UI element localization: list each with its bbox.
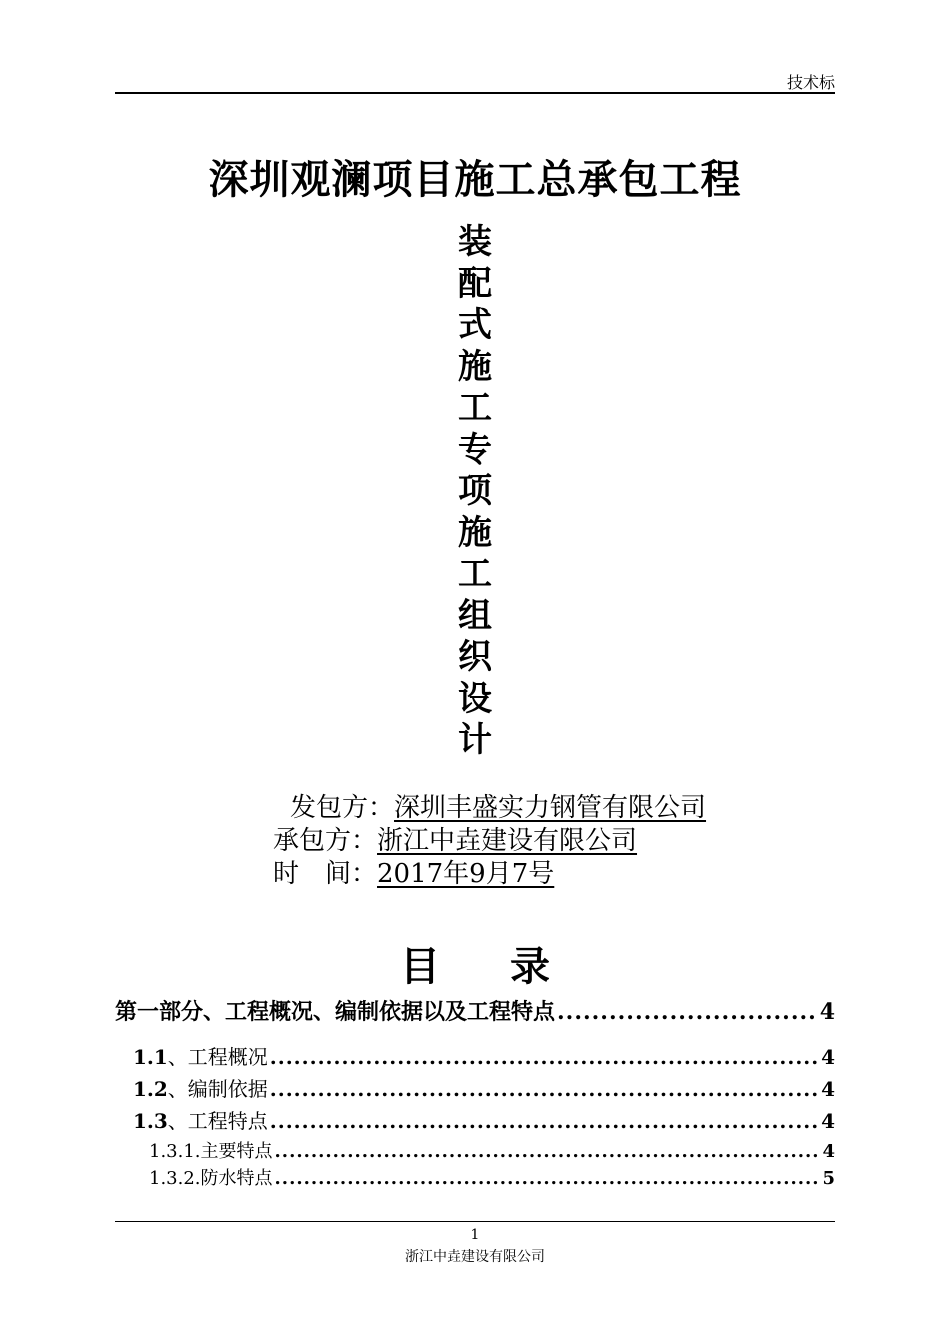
toc-entry-number: 1.3 [133,1109,168,1133]
toc-title-part1: 目 [400,943,440,990]
toc-entry[interactable] [149,1164,835,1190]
subtitle-char: 装 [458,222,492,262]
footer-company: 浙江中垚建设有限公司 [405,1249,545,1265]
page-number: 1 [470,1227,480,1243]
document-title: 深圳观澜项目施工总承包工程 [208,156,742,203]
footer-rule [115,1221,835,1222]
subtitle-char: 织 [458,637,492,677]
toc-entry[interactable] [149,1137,835,1163]
employer-row [290,787,706,824]
toc-leader-dots [275,1141,821,1162]
toc-leader-dots [270,1077,819,1101]
subtitle-char: 计 [458,720,492,760]
toc-entry-text: 、工程概况 [167,1045,268,1069]
toc-entry[interactable] [133,1105,835,1134]
toc-entry-number: 1.1 [133,1045,168,1069]
subtitle-char: 式 [458,305,492,345]
toc-entry[interactable] [115,995,835,1026]
subtitle-char: 工 [458,554,492,594]
toc-entry-text: 第一部分、工程概况、编制依据以及工程特点 [115,999,556,1025]
subtitle-char: 组 [458,595,492,636]
contractor-value: 浙江中垚建设有限公司 [377,826,638,856]
header-label: 技术标 [786,73,835,92]
subtitle-char: 施 [458,346,492,387]
toc-entry[interactable] [133,1041,835,1070]
date-label: 时 间： [273,859,378,889]
subtitle-char: 施 [458,512,492,553]
toc-entry-text: 1.3.1.主要特点 [149,1141,273,1162]
subtitle-char: 专 [458,429,492,470]
toc-title-part2: 录 [510,943,550,990]
subtitle-char: 配 [458,263,492,304]
toc-entry-text: 、编制依据 [167,1077,268,1101]
header-rule [115,92,835,94]
contractor-row [273,820,637,857]
toc-entry[interactable] [133,1073,835,1102]
toc-page-number: 5 [822,1168,835,1189]
toc-leader-dots [275,1168,821,1189]
employer-value: 深圳丰盛实力钢管有限公司 [394,793,707,823]
toc-leader-dots [557,999,818,1025]
toc-title [0,935,950,992]
date-value: 2017年9月7号 [377,859,555,889]
vertical-subtitle [455,222,495,762]
subtitle-char: 项 [458,471,492,511]
toc-page-number: 4 [821,1045,835,1069]
toc-leader-dots [270,1109,819,1133]
toc-leader-dots [270,1045,819,1069]
toc-page-number: 4 [819,999,835,1025]
date-row [273,853,554,890]
toc-page-number: 4 [822,1141,835,1162]
subtitle-char: 设 [458,678,492,719]
contractor-label: 承包方： [273,826,378,856]
toc-entry-text: 1.3.2.防水特点 [149,1168,273,1189]
subtitle-char: 工 [458,388,492,428]
toc-entry-number: 1.2 [133,1077,168,1101]
toc-page-number: 4 [821,1109,835,1133]
toc-entry-text: 、工程特点 [167,1109,268,1133]
toc-page-number: 4 [821,1077,835,1101]
employer-label: 发包方： [290,793,395,823]
